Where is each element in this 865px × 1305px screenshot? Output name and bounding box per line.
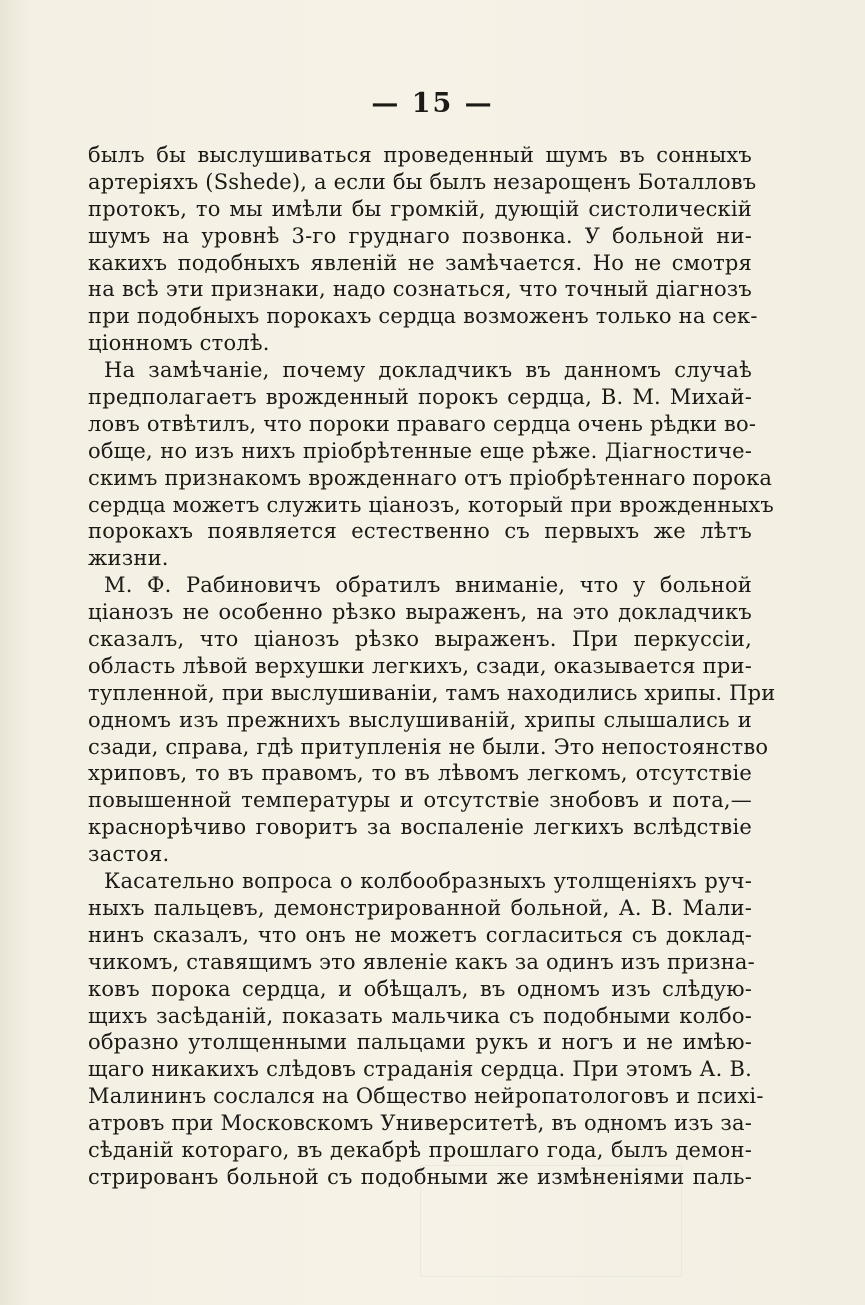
text-line: ціанозъ не особенно рѣзко выраженъ, на это докладчикъ: [88, 600, 752, 625]
library-stamp: [420, 1165, 682, 1277]
text-line: порокахъ появляется естественно съ первыхъ же лѣтъ: [88, 519, 752, 544]
text-line: хриповъ, то въ правомъ, то въ лѣвомъ легкомъ, отсутствіе: [88, 761, 752, 786]
text-line: На замѣчаніе, почему докладчикъ въ данномъ случаѣ: [104, 358, 752, 383]
text-line: атровъ при Московскомъ Университетѣ, въ одномъ изъ за-: [88, 1111, 752, 1136]
text-line: повышенной температуры и отсутствіе знобовъ и пота,—: [88, 788, 752, 813]
text-line: сзади, справа, гдѣ притупленія не были. Это непостоянство: [88, 734, 769, 759]
text-line: сказалъ, что ціанозъ рѣзко выраженъ. При перкуссіи,: [88, 627, 752, 652]
text-line: застоя.: [88, 842, 170, 867]
text-line: ковъ порока сердца, и обѣщалъ, въ одномъ изъ слѣдую-: [88, 976, 752, 1001]
body-text: [88, 142, 776, 1191]
text-line: протокъ, то мы имѣли бы громкій, дующій систолическій: [88, 196, 752, 221]
text-line: былъ бы выслушиваться проведенный шумъ въ сонныхъ: [88, 143, 752, 167]
text-line: обще, но изъ нихъ пріобрѣтенные еще рѣже. Діагностиче-: [88, 438, 752, 463]
text-line: щаго никакихъ слѣдовъ страданія сердца. При этомъ А. В.: [88, 1057, 752, 1082]
text-line: сѣданій котораго, въ декабрѣ прошлаго года, былъ демон-: [88, 1137, 752, 1162]
text-line: какихъ подобныхъ явленій не замѣчается. Но не смотря: [88, 250, 752, 275]
text-line: тупленной, при выслушиваніи, тамъ находились хрипы. При: [88, 680, 776, 705]
page-number: — 15 —: [371, 88, 494, 119]
text-line: ціонномъ столѣ.: [88, 331, 270, 356]
text-line: ловъ отвѣтилъ, что пороки праваго сердца очень рѣдки во-: [88, 411, 757, 436]
text-line: чикомъ, ставящимъ это явленіе какъ за одинъ изъ призна-: [88, 949, 755, 974]
text-line: ныхъ пальцевъ, демонстрированной больной, А. В. Мали-: [88, 895, 752, 920]
text-line: Касательно вопроса о колбообразныхъ утолщеніяхъ руч-: [104, 869, 752, 894]
text-line: на всѣ эти признаки, надо сознаться, что точный діагнозъ: [88, 277, 752, 302]
text-line: предполагаетъ врожденный порокъ сердца, В. М. Михай-: [88, 385, 752, 410]
text-line: образно утолщенными пальцами рукъ и ногъ и не имѣю-: [88, 1030, 752, 1055]
text-line: щихъ засѣданій, показать мальчика съ подобными колбо-: [88, 1003, 752, 1028]
text-line: жизни.: [88, 546, 169, 571]
text-line: одномъ изъ прежнихъ выслушиваній, хрипы слышались и: [88, 707, 752, 732]
text-line: краснорѣчиво говоритъ за воспаленіе легкихъ вслѣдствіе: [88, 815, 752, 840]
text-line: область лѣвой верхушки легкихъ, сзади, оказывается при-: [88, 653, 752, 678]
text-line: нинъ сказалъ, что онъ не можетъ согласиться съ доклад-: [88, 922, 752, 947]
text-line: стрированъ больной съ подобными же измѣненіями паль-: [88, 1164, 752, 1189]
text-line: при подобныхъ порокахъ сердца возможенъ только на сек-: [88, 304, 758, 329]
text-line: шумъ на уровнѣ 3-го груднаго позвонка. У больной ни-: [88, 223, 752, 248]
text-line: Малининъ сослался на Общество нейропатологовъ и психі-: [88, 1084, 764, 1109]
text-line: артеріяхъ (Sshede), а если бы былъ незарощенъ Боталловъ: [88, 169, 757, 194]
text-line: М. Ф. Рабиновичъ обратилъ вниманіе, что у больной: [104, 573, 752, 598]
text-line: сердца можетъ служить ціанозъ, который при врожденныхъ: [88, 492, 774, 517]
text-line: скимъ признакомъ врожденнаго отъ пріобрѣтеннаго порока: [88, 465, 773, 490]
